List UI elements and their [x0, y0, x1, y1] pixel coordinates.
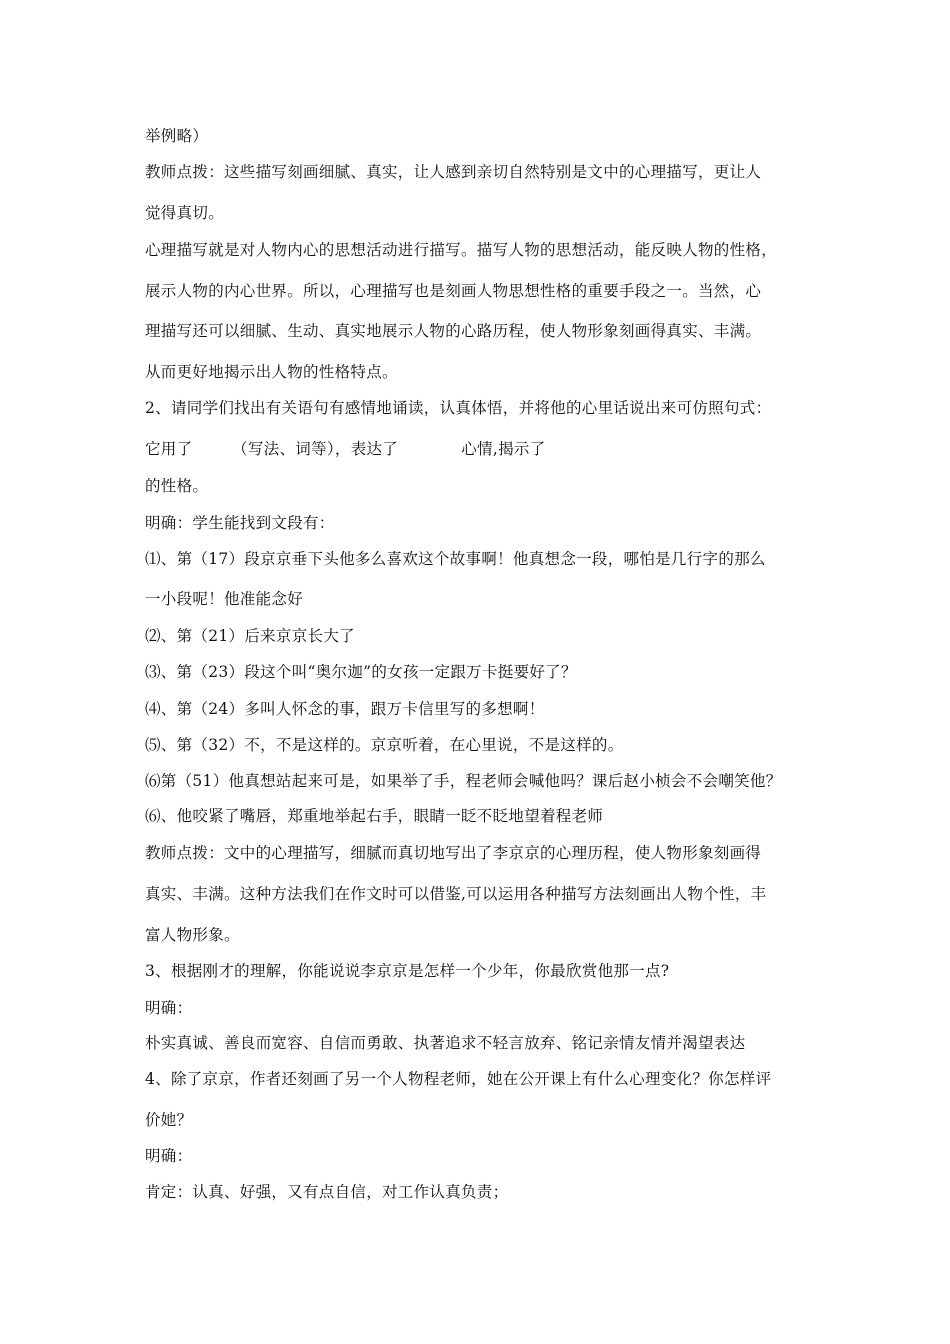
- text-line: 明确：: [145, 1147, 193, 1165]
- text-line: 明确：学生能找到文段有：: [145, 514, 335, 532]
- text-line: 的性格。: [145, 477, 209, 495]
- text-line: 2、请同学们找出有关语句有感情地诵读，认真体悟，并将他的心里话说出来可仿照句式：: [145, 399, 772, 417]
- text-line: ⑸、第（32）不，不是这样的。京京听着，在心里说，不是这样的。: [145, 736, 624, 754]
- text-line: 朴实真诚、善良而宽容、自信而勇敢、执著追求不轻言放弃、铭记亲情友情并渴望表达: [145, 1034, 746, 1052]
- text-line: 理描写还可以细腻、生动、真实地展示人物的心路历程，使人物形象刻画得真实、丰满。: [145, 322, 762, 340]
- text-line: ⑹、他咬紧了嘴唇，郑重地举起右手，眼睛一眨不眨地望着程老师: [145, 807, 604, 825]
- text-line: ⑵、第（21）后来京京长大了: [145, 627, 355, 645]
- text-line: 肯定：认真、好强，又有点自信，对工作认真负责；: [145, 1183, 509, 1201]
- text-line: 展示人物的内心世界。所以，心理描写也是刻画人物思想性格的重要手段之一。当然，心: [145, 282, 762, 300]
- text-line: 富人物形象。: [145, 926, 240, 944]
- text-line: 4、除了京京，作者还刻画了另一个人物程老师，她在公开课上有什么心理变化？你怎样评: [145, 1070, 772, 1088]
- text-line: 它用了 （写法、词等），表达了 心情,揭示了: [145, 440, 546, 458]
- text-line: ⑴、第（17）段京京垂下头他多么喜欢这个故事啊！他真想念一段，哪怕是几行字的那么: [145, 550, 766, 568]
- text-line: 教师点拨：这些描写刻画细腻、真实，让人感到亲切自然特别是文中的心理描写，更让人: [145, 163, 762, 181]
- text-line: ⑶、第（23）段这个叫“奥尔迦”的女孩一定跟万卡挺要好了？: [145, 663, 577, 681]
- text-line: 真实、丰满。这种方法我们在作文时可以借鉴,可以运用各种描写方法刻画出人物个性，丰: [145, 885, 767, 903]
- text-line: 觉得真切。: [145, 204, 225, 222]
- text-line: 明确：: [145, 999, 193, 1017]
- text-line: 价她？: [145, 1111, 193, 1129]
- text-line: 心理描写就是对人物内心的思想活动进行描写。描写人物的思想活动，能反映人物的性格，: [145, 241, 778, 259]
- text-line: 3、根据刚才的理解，你能说说李京京是怎样一个少年，你最欣赏他那一点?: [145, 962, 670, 980]
- text-line: 教师点拨：文中的心理描写，细腻而真切地写出了李京京的心理历程，使人物形象刻画得: [145, 844, 762, 862]
- text-line: 举例略）: [145, 127, 209, 145]
- text-line: ⑹第（51）他真想站起来可是，如果举了手，程老师会喊他吗？课后赵小桢会不会嘲笑他？: [145, 772, 782, 790]
- text-line: 从而更好地揭示出人物的性格特点。: [145, 363, 398, 381]
- text-line: ⑷、第（24）多叫人怀念的事，跟万卡信里写的多想啊！: [145, 700, 545, 718]
- text-line: 一小段呢！他准能念好: [145, 590, 304, 608]
